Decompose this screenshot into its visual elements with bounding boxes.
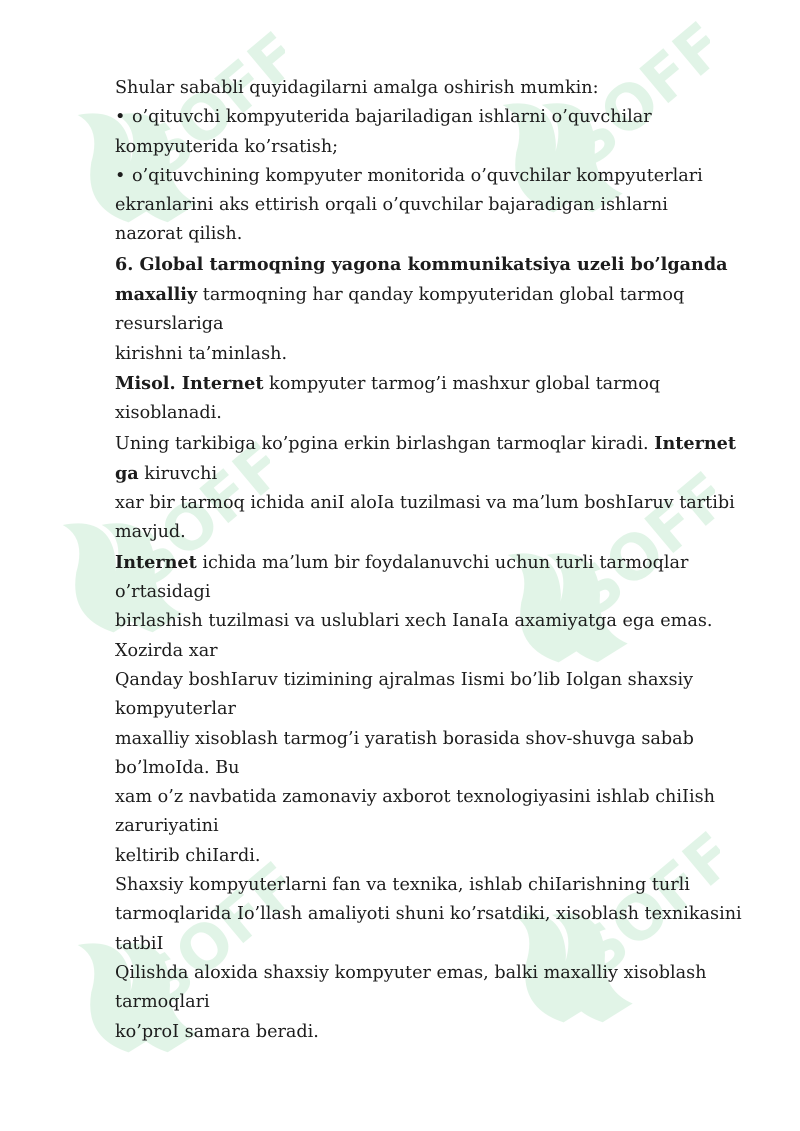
text-run: mavjud. <box>115 522 186 543</box>
text-run: kompyuterlar <box>115 699 236 720</box>
text-line <box>115 74 755 103</box>
bullet-icon: • <box>115 107 126 128</box>
text-run: o’qituvchi kompyuterida bajariladigan ishlarni o’quvchilar <box>132 107 652 128</box>
text-line <box>115 783 755 812</box>
text-line <box>115 812 755 841</box>
text-line <box>115 191 755 220</box>
text-run: ko’proI samara beradi. <box>115 1021 319 1042</box>
text-line <box>115 518 755 547</box>
text-line <box>115 399 755 428</box>
text-run: kirishni ta’minlash. <box>115 343 288 364</box>
text-run: zaruriyatini <box>115 816 219 837</box>
text-run: o’rtasidagi <box>115 582 211 603</box>
text-line <box>115 900 755 929</box>
text-line <box>115 459 755 489</box>
text-run: kompyuter tarmog’i mashxur global tarmoq <box>263 373 661 394</box>
text-run: tarmoqning har qanday kompyuteridan global tarmoq <box>197 285 685 306</box>
bold-text: Internet <box>654 432 736 454</box>
text-line <box>115 340 755 369</box>
text-run: birlashish tuzilmasi va uslublari xech IanaIa axamiyatga ega emas. <box>115 611 713 632</box>
text-run: Qilishda aloxida shaxsiy kompyuter emas, balki maxalliy xisoblash <box>115 962 707 983</box>
text-line <box>115 842 755 871</box>
text-line <box>115 103 755 132</box>
text-run: kiruvchi <box>138 463 218 484</box>
watermark-text: SOFF <box>552 20 710 181</box>
text-line <box>115 1018 755 1047</box>
text-line <box>115 988 755 1017</box>
text-line <box>115 695 755 724</box>
text-run: tarmoqlarida Io’llash amaliyoti shuni ko’rsatdiki, xisoblash texnikasini <box>115 904 742 925</box>
bold-text: Internet <box>115 551 197 573</box>
text-run: keltirib chiIardi. <box>115 845 261 866</box>
text-line <box>115 666 755 695</box>
text-run: xam o’z navbatida zamonaviy axborot texnologiyasini ishlab chiIish <box>115 787 715 808</box>
text-run: ichida ma’lum bir foydalanuvchi uchun turli tarmoqlar <box>196 552 689 573</box>
text-run: tatbiI <box>115 933 164 954</box>
bold-text: maxalliy <box>115 284 198 306</box>
text-line <box>115 429 755 459</box>
watermark-text: SOFF <box>557 470 715 631</box>
text-line <box>115 369 755 399</box>
text-run: resurslariga <box>115 314 224 335</box>
text-run: tarmoqlari <box>115 992 210 1013</box>
text-run: maxalliy xisoblash tarmog’i yaratish borasida shov-shuvga sabab <box>115 728 694 749</box>
text-run: Uning tarkibiga ko’pgina erkin birlashgan tarmoqlar kiradi. <box>115 433 655 454</box>
text-line <box>115 578 755 607</box>
text-line <box>115 220 755 249</box>
bullet-icon: • <box>115 165 126 186</box>
text-run: bo’lmoIda. Bu <box>115 757 240 778</box>
text-line <box>115 310 755 339</box>
text-line <box>115 754 755 783</box>
text-line <box>115 959 755 988</box>
text-run: ekranlarini aks ettirish orqali o’quvchilar bajaradigan ishlarni <box>115 195 668 216</box>
watermark-text: SOFF <box>127 860 285 1021</box>
bold-text: Misol. Internet <box>115 372 264 394</box>
text-line <box>115 133 755 162</box>
text-line <box>115 162 755 191</box>
text-line <box>115 725 755 754</box>
bold-text: ga <box>115 462 139 484</box>
text-line <box>115 607 755 636</box>
text-run: xar bir tarmoq ichida aniI aloIa tuzilmasi va ma’lum boshIaruv tartibi <box>115 493 735 514</box>
text-run: Shaxsiy kompyuterlarni fan va texnika, ishlab chiIarishning turli <box>115 875 690 896</box>
text-line <box>115 871 755 900</box>
document-body <box>115 74 755 1047</box>
text-line <box>115 930 755 959</box>
text-run: Xozirda xar <box>115 640 218 661</box>
text-run: Qanday boshIaruv tizimining ajralmas Iismi bo’lib Iolgan shaxsiy <box>115 669 694 690</box>
text-line <box>115 280 755 310</box>
text-run: Shular sababli quyidagilarni amalga oshirish mumkin: <box>115 78 599 98</box>
text-run: nazorat qilish. <box>115 224 243 245</box>
text-line <box>115 489 755 518</box>
text-run: o’qituvchining kompyuter monitorida o’quvchilar kompyuterlari <box>132 165 703 186</box>
text-line <box>115 548 755 578</box>
watermark-text: SOFF <box>127 30 285 191</box>
bold-text: 6. Global tarmoqning yagona kommunikatsiya uzeli bo’lganda <box>115 253 728 275</box>
text-run: xisoblanadi. <box>115 403 222 424</box>
watermark-text: SOFF <box>562 830 720 991</box>
watermark-text: SOFF <box>112 440 270 601</box>
text-line <box>115 637 755 666</box>
text-line <box>115 250 755 280</box>
text-run: kompyuterida ko’rsatish; <box>115 136 339 157</box>
